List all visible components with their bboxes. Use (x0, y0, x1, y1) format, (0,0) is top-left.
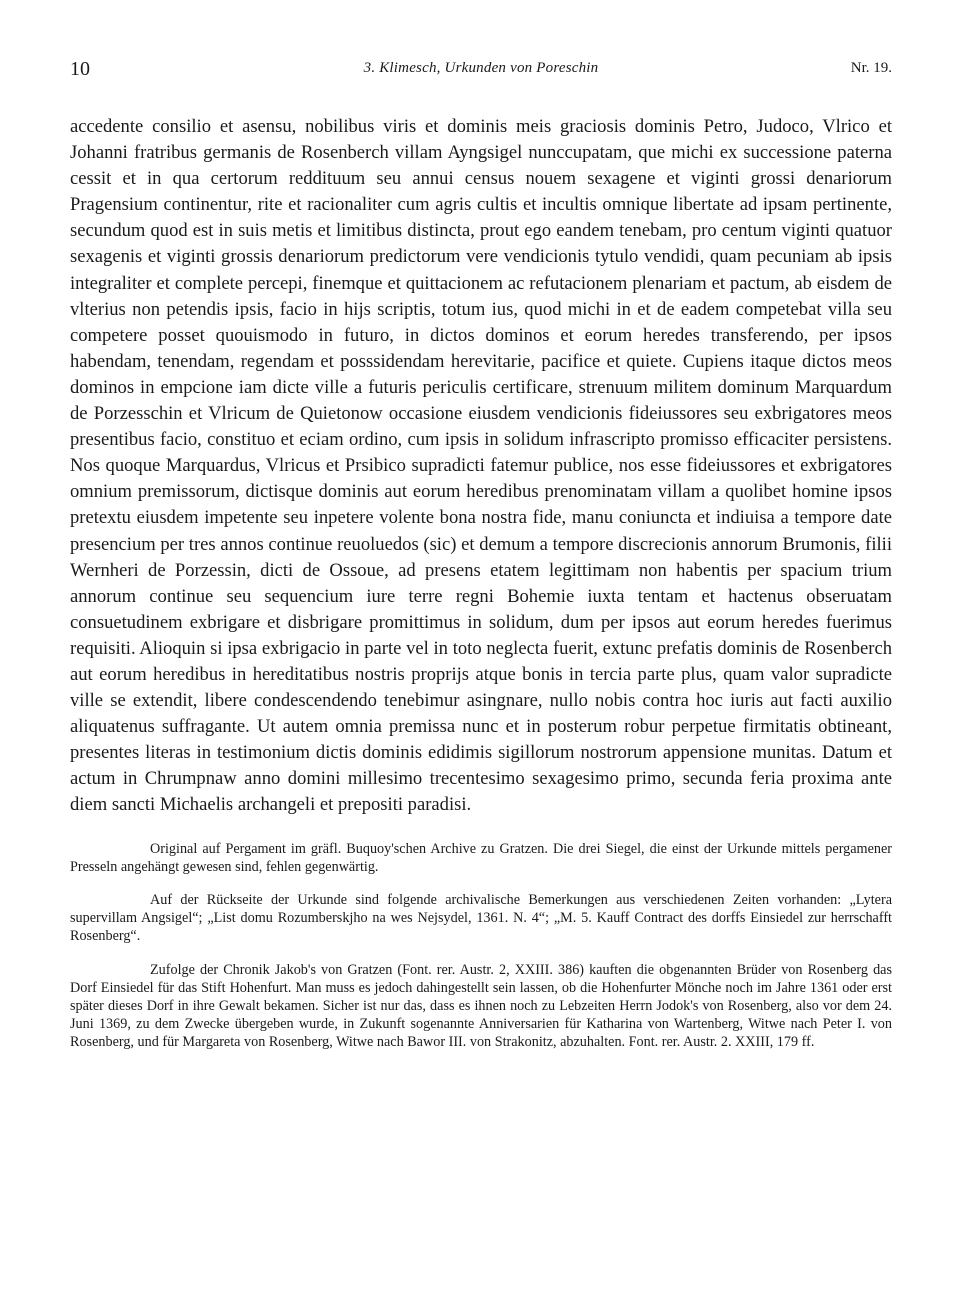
page-number: 10 (70, 58, 90, 80)
document-number: Nr. 19. (850, 60, 892, 76)
page (70, 58, 892, 1067)
running-title: 3. Klimesch, Urkunden von Poreschin (363, 60, 599, 76)
note-chronicle: Zufolge der Chronik Jakob's von Gratzen (Font. rer. Austr. 2, XXIII. 386) kauften die obgenannten Brüder von Rosenberg das Dorf Einsiedel für das Stift Hohenfurt. Man muss es jedoch dahingestellt sein lassen, ob die Hohenfurter Mönche noch im Jahre 1361 oder erst später dieses Dorf in ihre Gewalt bekamen. Sicher ist nur das, dass es ihnen noch zu Lebzeiten Herrn Jodok's von Rosenberg, also vor dem 24. Juni 1369, zu dem Zwecke übergeben wurde, in Zukunft sogenannte Anniversarien für Katharina von Wartenberg, Witwe nach Peter I. von Rosenberg, und für Margareta von Rosenberg, Witwe nach Bawor III. von Strakonitz, abzuhalten. Font. rer. Austr. 2. XXIII, 179 ff. (70, 961, 892, 1051)
running-head (70, 58, 892, 88)
editorial-notes (70, 840, 892, 1052)
note-dorsal-remarks: Auf der Rückseite der Urkunde sind folgende archivalische Bemerkungen aus verschiedenen Zeiten vorhanden: „Lytera supervillam Angsigel“; „List domu Rozumberskjho na wes Nejsydel, 1361. N. 4“; „M. 5. Kauff Contract des dorffs Einsiedel zur herrschafft Rosenberg“. (70, 891, 892, 945)
charter-text: accedente consilio et asensu, nobilibus viris et dominis meis graciosis dominis Petro, Judoco, Vlrico et Johanni fratribus germanis de Rosenberch villam Ayngsigel nunccupatam, que michi ex successione paterna cessit et in qua certorum reddituum seu annui census nouem sexagene et viginti grossi denariorum Pragensium continentur, rite et racionaliter cum agris cultis et incultis omnique libertate ad ipsam pertinente, secundum quod est in suis metis et limitibus distincta, prout ego eandem tenebam, pro centum viginti quatuor sexagenis et viginti grossis denariorum predictorum vere vendicionis tytulo vendidi, quam pecuniam ab ipsis integraliter et complete percepi, finemque et quittacionem ac refutacionem plenariam et pactum, ab eisdem de vlterius non petendis ipsis, facio in hijs scriptis, totum ius, quod michi in et de eadem competebat villa seu competere posset quouismodo in futuro, in dictos dominos et eorum heredes transferendo, per ipsos habendam, tenendam, regendam et posssidendam herevitarie, pacifice et quiete. Cupiens itaque dictos meos dominos in empcione iam dicte ville a futuris periculis certificare, strenuum militem dominum Marquardum de Porzesschin et Vlricum de Quietonow occasione eiusdem vendicionis fideiussores seu exbrigatores meos presentibus facio, constituo et eciam ordino, cum ipsis in solidum infrascripto promisso efficaciter persistens. Nos quoque Marquardus, Vlricus et Prsibico supradicti fatemur publice, nos esse fideiussores et exbrigatores omnium premissorum, dictisque dominis aut eorum heredibus prenominatam villam a quolibet homine ipsos pretextu eiusdem impetente seu inpetere volente bona nostra fide, manu coniuncta et indiuisa a tempore date presencium per tres annos continue reuoluedos (sic) et demum a tempore discrecionis annorum Brumonis, filii Wernheri de Porzessin, dicti de Ossoue, ad presens etatem legittimam non habentis per spacium trium annorum continue seu sequencium iure terre regni Bohemie iuxta tentam et hactenus obseruatam consuetudinem exbrigare et disbrigare promittimus in solidum, dum per ipsos aut eorum heredes fuerimus requisiti. Alioquin si ipsa exbrigacio in parte vel in toto neglecta fuerit, extunc prefatis dominis de Rosenberch aut eorum heredibus in hereditatibus nostris proprijs atque bonis in tercia parte plus, quam valor supradicte ville se extendit, libere condescendendo tenebimur asingnare, nullo nobis contra hoc iuris aut facti auxilio aliquatenus suffragante. Ut autem omnia premissa nunc et in posterum robur perpetue firmitatis obtineant, presentes literas in testimonium dictis dominis edidimis sigillorum nostrorum appensione munitas. Datum et actum in Chrumpnaw anno domini millesimo trecentesimo sexagesimo primo, secunda feria proxima ante diem sancti Michaelis archangeli et prepositi paradisi. (70, 116, 892, 816)
note-original: Original auf Pergament im gräfl. Buquoy'schen Archive zu Gratzen. Die drei Siegel, die einst der Urkunde mittels pergamener Presseln angehängt gewesen sind, fehlen gegenwärtig. (70, 840, 892, 875)
